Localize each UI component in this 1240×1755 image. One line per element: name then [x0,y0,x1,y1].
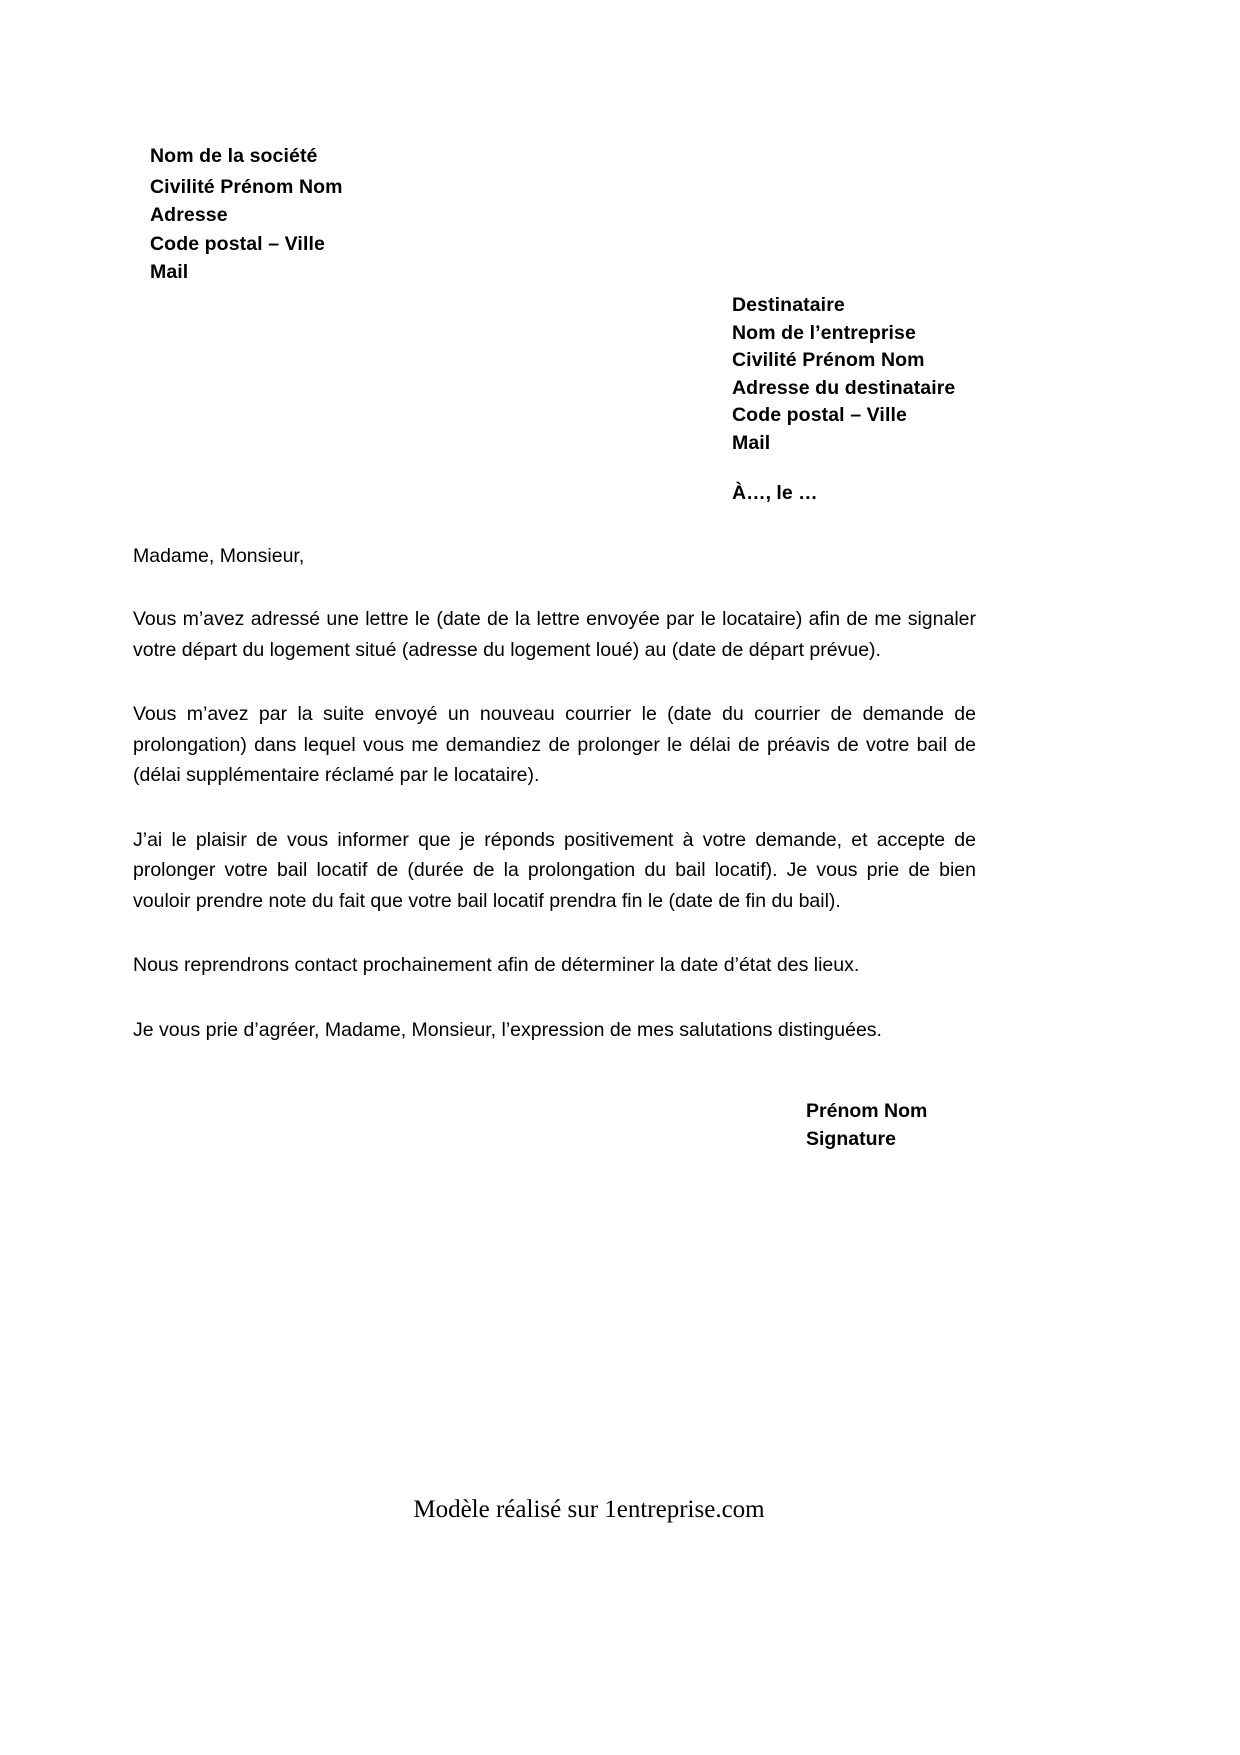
sender-mail: Mail [150,261,189,283]
sender-street-address: Adresse [150,204,228,226]
body-paragraph-3: J’ai le plaisir de vous informer que je réponds positivement à votre demande, et accepte de prolonger votre bail locatif de (durée de la prolongation du bail locatif). Je vous prie de bien vouloir prendre note du fait que votre bail locatif prendra fin le (date de fin du bail). [133,828,976,912]
recipient-postal-city: Code postal – Ville [732,404,907,426]
recipient-address-block [732,292,1192,457]
recipient-label: Destinataire [732,294,845,316]
recipient-mail: Mail [732,431,771,454]
recipient-company-name: Nom de l’entreprise [732,321,916,344]
salutation: Madame, Monsieur, [133,545,305,567]
signature-label: Signature [806,1128,896,1150]
page-footer [0,1495,1240,1525]
recipient-person-name: Civilité Prénom Nom [732,349,925,371]
place-and-date-line: À…, le … [732,482,818,504]
body-paragraph-4: Nous reprendrons contact prochainement afin de déterminer la date d’état des lieux. [133,954,860,976]
sender-person-name: Civilité Prénom Nom [150,175,343,198]
body-paragraph-2: Vous m’avez par la suite envoyé un nouveau courrier le (date du courrier de demande de prolongation) dans lequel vous me demandiez de prolonger le délai de préavis de votre bail de (délai supplémentaire réclamé par le locataire). [133,703,976,786]
sender-postal-city: Code postal – Ville [150,232,325,255]
signature-block [806,1097,1186,1153]
recipient-street-address: Adresse du destinataire [732,376,956,399]
letter-body [133,543,976,1045]
sender-address-block [150,142,670,287]
body-paragraph-1: Vous m’avez adressé une lettre le (date de la lettre envoyée par le locataire) afin de me signaler votre départ du logement situé (adresse du logement loué) au (date de départ prévue). [133,608,976,661]
footer-credit-text: Modèle réalisé sur 1entreprise.com [413,1496,765,1523]
signature-name: Prénom Nom [806,1100,928,1122]
sender-company-name: Nom de la société [150,145,318,167]
closing-formula: Je vous prie d’agréer, Madame, Monsieur, l’expression de mes salutations distinguées. [133,1018,882,1041]
